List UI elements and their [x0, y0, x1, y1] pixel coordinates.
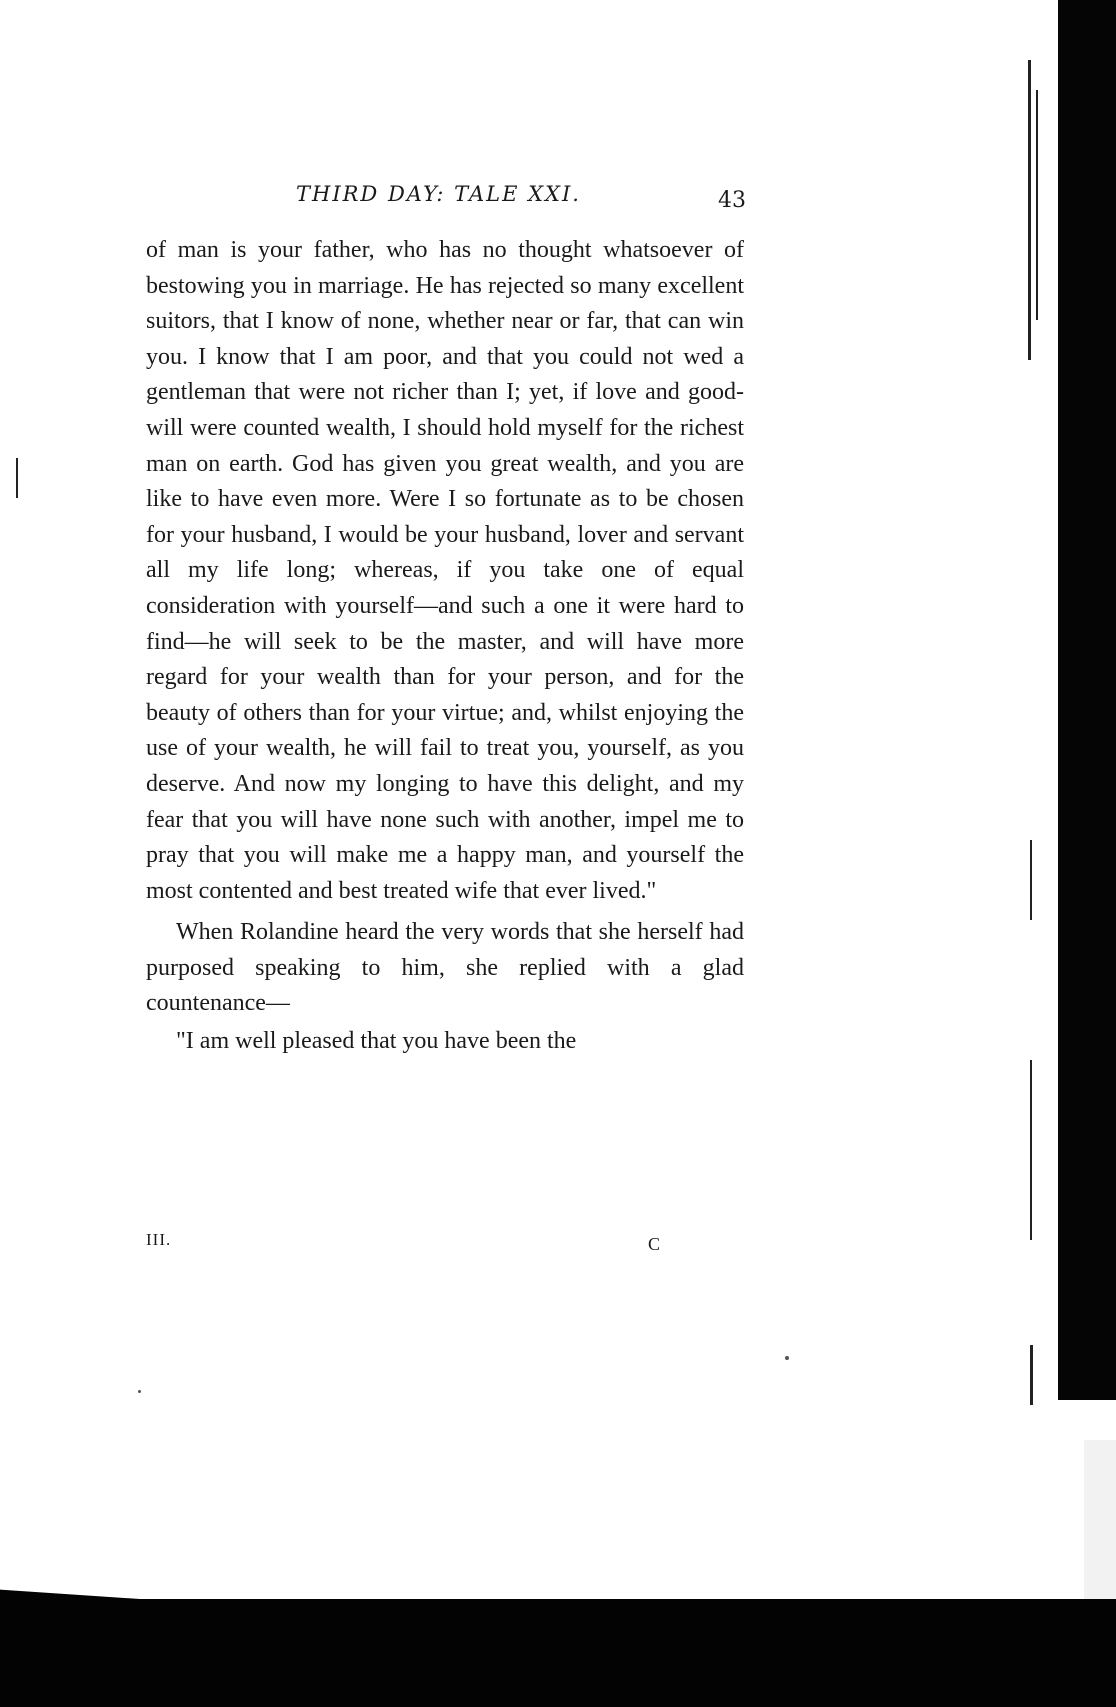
paragraph: "I am well pleased that you have been the [176, 1028, 577, 1055]
paragraph: When Rolandine heard the very words that she herself had purposed speaking to him, she replied with a glad countenance— [146, 919, 744, 1017]
running-head: THIRD DAY: TALE XXI. [296, 182, 581, 206]
scan-border-bottom [0, 1599, 1116, 1707]
scan-border-right-lower [1084, 1440, 1116, 1600]
scan-line [1030, 840, 1032, 920]
scan-border-right [1058, 0, 1116, 1430]
scan-line [1036, 90, 1038, 320]
scan-line [1030, 1060, 1032, 1240]
speck [138, 1390, 141, 1393]
scan-line [1028, 60, 1031, 360]
page-number: 43 [718, 188, 746, 213]
scan-line [1030, 1345, 1033, 1405]
speck [785, 1356, 789, 1360]
signature-letter: C [648, 1234, 661, 1254]
signature-mark: III. [146, 1230, 172, 1249]
paragraph: of man is your father, who has no thought whatsoever of bestowing you in marriage. He has rejected so many excellent suitors, that I know of none, whether near or far, that can win you. I know that I am poor, and that you could not wed a gentleman that were not richer than I; yet, if love and good-will were counted wealth, I should hold myself for the richest man on earth. God has given you great wealth, and you are like to have even more. Were I so fortunate as to be chosen for your husband, I would be your husband, lover and servant all my life long; whereas, if you take one of equal consideration with yourself—and such a one it were hard to find—he will seek to be the master, and will have more regard for your wealth than for your person, and for the beauty of others than for your virtue; and, whilst enjoying the use of your wealth, he will fail to treat you, yourself, as you deserve. And now my longing to have this delight, and my fear that you will have none such with another, impel me to pray that you will make me a happy man, and yourself the most contented and best treated wife that ever lived." [146, 237, 744, 904]
scan-mark [16, 458, 18, 498]
body-text [146, 233, 744, 1060]
